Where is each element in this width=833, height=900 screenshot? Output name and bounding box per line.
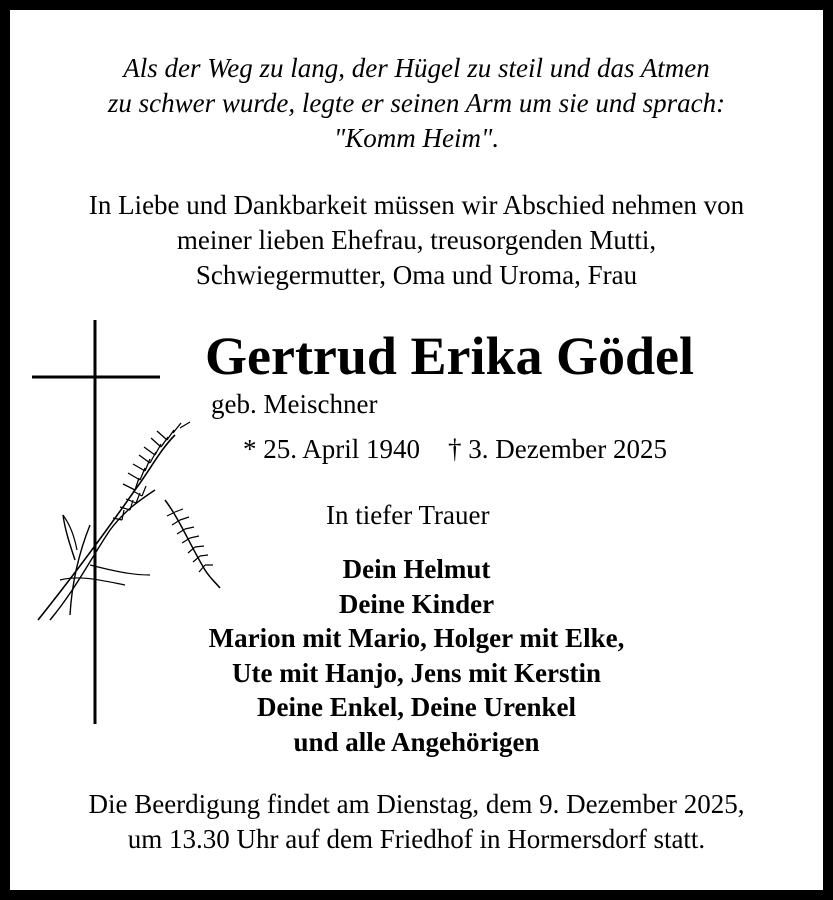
- life-dates: [243, 433, 667, 465]
- poem-line: zu schwer wurde, legte er seinen Arm um sie und sprach:: [107, 88, 726, 118]
- intro-text: [10, 188, 823, 293]
- signer-line: Deine Enkel, Deine Urenkel: [257, 692, 576, 722]
- birth-date: * 25. April 1940: [243, 434, 421, 464]
- deceased-name: Gertrud Erika Gödel: [205, 326, 694, 386]
- signer-line: Marion mit Mario, Holger mit Elke,: [208, 623, 625, 653]
- signer-line: und alle Angehörigen: [293, 726, 540, 757]
- signer-line: Dein Helmut: [342, 554, 491, 584]
- funeral-line: um 13.30 Uhr auf dem Friedhof in Hormersdorf statt.: [127, 824, 706, 854]
- signer-line: Ute mit Hanjo, Jens mit Kerstin: [232, 657, 601, 688]
- death-date: † 3. Dezember 2025: [448, 434, 667, 464]
- obituary-card: [10, 10, 823, 890]
- intro-line: meiner lieben Ehefrau, treusorgenden Mutti,: [176, 225, 657, 255]
- poem-line: Als der Weg zu lang, der Hügel zu steil und das Atmen: [123, 53, 710, 83]
- poem-text: [10, 51, 823, 156]
- signer-line: Deine Kinder: [338, 588, 495, 619]
- signers-list: [10, 552, 823, 759]
- intro-line: Schwiegermutter, Oma und Uroma, Frau: [195, 260, 638, 290]
- funeral-info: [10, 787, 823, 857]
- mourning-line: In tiefer Trauer: [326, 500, 490, 530]
- intro-line: In Liebe und Dankbarkeit müssen wir Abschied nehmen von: [88, 190, 745, 220]
- funeral-line: Die Beerdigung findet am Dienstag, dem 9. Dezember 2025,: [88, 789, 745, 819]
- poem-line: "Komm Heim".: [333, 123, 500, 153]
- birth-name: geb. Meischner: [211, 389, 378, 419]
